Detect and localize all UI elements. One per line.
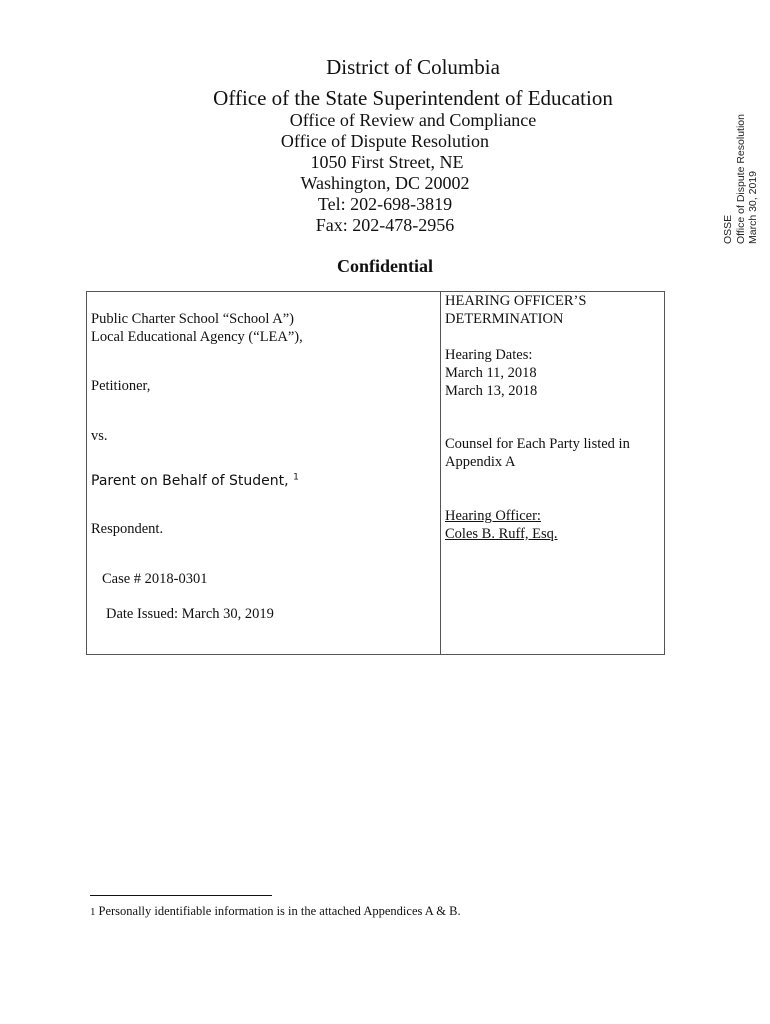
stamp-office: Office of Dispute Resolution xyxy=(734,114,747,244)
determination-title-line1: HEARING OFFICER’S xyxy=(445,293,587,309)
petitioner-name-line2: Local Educational Agency (“LEA”), xyxy=(91,329,303,345)
footnote-text: Personally identifiable information is in the attached Appendices A & B. xyxy=(98,904,461,918)
counsel-note-line2: Appendix A xyxy=(445,454,516,470)
determination-title-line2: DETERMINATION xyxy=(445,311,564,327)
header-office-review: Office of Review and Compliance xyxy=(289,110,537,130)
footnote xyxy=(90,904,461,919)
confidential-label: Confidential xyxy=(336,256,433,276)
stamp-date: March 30, 2019 xyxy=(747,171,759,244)
header-fax: Fax: 202-478-2956 xyxy=(315,215,455,235)
stamp-agency: OSSE xyxy=(722,214,734,244)
counsel-note-line1: Counsel for Each Party listed in xyxy=(445,436,630,452)
footnote-marker: 1 xyxy=(293,472,299,483)
footnote-separator xyxy=(90,895,272,896)
header-phone: Tel: 202-698-3819 xyxy=(317,194,453,214)
footnote-number: 1 xyxy=(90,906,96,918)
hearing-dates-label: Hearing Dates: xyxy=(445,347,533,363)
petitioner-role: Petitioner, xyxy=(91,378,151,394)
versus-label: vs. xyxy=(91,428,108,444)
respondent-role: Respondent. xyxy=(91,521,164,537)
hearing-officer-label: Hearing Officer: xyxy=(445,508,541,524)
header-city: Washington, DC 20002 xyxy=(300,173,470,193)
header-office-dispute: Office of Dispute Resolution xyxy=(280,131,490,151)
hearing-officer-name: Coles B. Ruff, Esq. xyxy=(445,526,558,542)
header-street: 1050 First Street, NE xyxy=(310,152,464,172)
hearing-date-2: March 13, 2018 xyxy=(445,383,538,399)
header-agency: Office of the State Superintendent of Education xyxy=(213,86,613,110)
petitioner-name-line1: Public Charter School “School A”) xyxy=(91,311,294,327)
respondent-name: Parent on Behalf of Student, $^1$ xyxy=(91,472,299,489)
hearing-date-1: March 11, 2018 xyxy=(445,365,537,381)
header-jurisdiction: District of Columbia xyxy=(326,55,500,79)
case-caption-box xyxy=(86,291,665,655)
case-number: Case # 2018-0301 xyxy=(102,571,208,587)
filing-stamp xyxy=(722,24,762,244)
caption-divider xyxy=(440,292,441,654)
date-issued: Date Issued: March 30, 2019 xyxy=(106,606,274,622)
